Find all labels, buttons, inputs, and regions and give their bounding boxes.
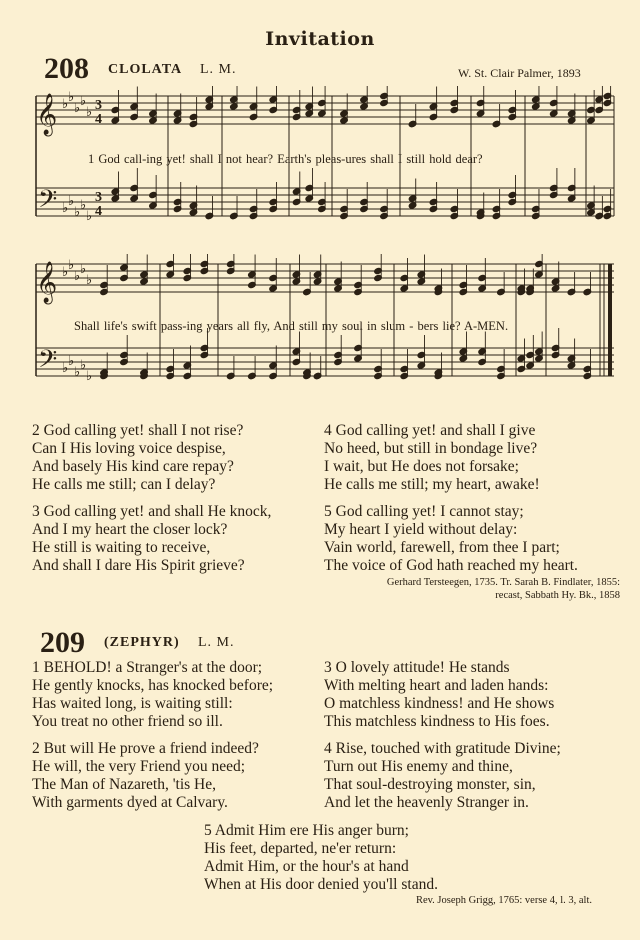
stanza-line: And I my heart the closer lock? (32, 521, 228, 538)
stanza-line: He calls me still; my heart, awake! (324, 476, 540, 493)
stanza-line: Has waited long, is waiting still: (32, 695, 233, 712)
stanza-line: When at His door denied you'll stand. (204, 876, 438, 893)
hymn-209-stanza-3 (324, 659, 554, 731)
stanza-line: 2 But will He prove a friend indeed? (32, 740, 259, 757)
stanza-line: No heed, but still in bondage live? (324, 440, 538, 457)
svg-text:♭: ♭ (74, 101, 81, 116)
stanza-line: Admit Him, or the hour's at hand (204, 858, 409, 875)
svg-text:♭: ♭ (68, 354, 75, 369)
svg-text:♭: ♭ (80, 94, 87, 109)
stanza-line: He calls me still; can I delay? (32, 476, 216, 493)
svg-text:♭: ♭ (80, 358, 87, 373)
svg-text:4: 4 (95, 204, 102, 219)
svg-text:♭: ♭ (62, 361, 69, 376)
stanza-line: This matchless kindness to His foes. (324, 713, 550, 730)
credit-line: Gerhard Tersteegen, 1735. Tr. Sarah B. Findlater, 1855: (386, 577, 620, 588)
stanza-line: And basely His kind care repay? (32, 458, 234, 475)
stanza-line: 1 BEHOLD! a Stranger's at the door; (32, 659, 263, 676)
svg-text:♭: ♭ (62, 201, 69, 216)
bass-clef-icon: 𝄢 (38, 345, 58, 380)
hymn-208-stanza-2 (32, 422, 243, 494)
hymn-209-stanza-4 (324, 740, 561, 812)
hymn-208-meter: L. M. (200, 62, 237, 77)
svg-text:♭: ♭ (68, 90, 75, 105)
treble-clef-icon: 𝄞 (36, 94, 58, 135)
treble-clef-icon: 𝄞 (36, 262, 58, 303)
stanza-line: 2 God calling yet! shall I not rise? (32, 422, 244, 439)
stanza-line: He still is waiting to receive, (32, 539, 211, 556)
hymn-208-stanza-4 (324, 422, 540, 494)
hymn-208-credit (387, 576, 620, 602)
hymn-208-stanza-5 (324, 503, 578, 575)
section-title: Invitation (265, 28, 375, 50)
stanza-line: Vain world, farewell, from thee I part; (324, 539, 560, 556)
stanza-line: And shall I dare His Spirit grieve? (32, 557, 245, 574)
svg-text:♭: ♭ (86, 273, 93, 288)
stanza-line: He gently knocks, has knocked before; (32, 677, 274, 694)
stanza-line: O matchless kindness! and He shows (324, 695, 555, 712)
hymn-208-composer: W. St. Clair Palmer, 1893 (458, 66, 581, 80)
svg-text:♭: ♭ (80, 198, 87, 213)
stanza-line: 3 O lovely attitude! He stands (324, 659, 510, 676)
svg-text:3: 3 (95, 98, 102, 113)
stanza-line: Turn out His enemy and thine, (324, 758, 513, 775)
credit-line: recast, Sabbath Hy. Bk., 1858 (495, 590, 620, 601)
stanza-line: Can I His loving voice despise, (32, 440, 226, 457)
hymn-208-lyrics-line-1: 1 God call-ing yet! shall I not hear? Earth's pleas-ures shall I still hold dear? (88, 152, 483, 166)
hymn-209-tune: (ZEPHYR) (104, 635, 180, 650)
svg-text:♭: ♭ (86, 369, 93, 384)
hymn-209-stanza-5 (204, 822, 438, 894)
stanza-line: With garments dyed at Calvary. (32, 794, 228, 811)
svg-text:♭: ♭ (62, 97, 69, 112)
svg-text:♭: ♭ (74, 365, 81, 380)
hymn-209-meter: L. M. (198, 635, 235, 650)
hymn-208-tune: CLOLATA (108, 62, 183, 77)
svg-text:♭: ♭ (74, 205, 81, 220)
hymn-208-stanza-3 (32, 503, 271, 575)
stanza-line: 4 God calling yet! and shall I give (324, 422, 536, 439)
svg-text:4: 4 (95, 112, 102, 127)
stanza-line: He will, the very Friend you need; (32, 758, 246, 775)
stanza-line: I wait, but He does not forsake; (324, 458, 519, 475)
svg-text:♭: ♭ (86, 105, 93, 120)
hymn-209-stanza-1 (32, 659, 273, 731)
stanza-line: His feet, departed, ne'er return: (204, 840, 397, 857)
stanza-line: The voice of God hath reached my heart. (324, 557, 578, 574)
stanza-line: 5 Admit Him ere His anger burn; (204, 822, 409, 839)
stanza-line: That soul-destroying monster, sin, (324, 776, 536, 793)
svg-text:3: 3 (95, 190, 102, 205)
svg-text:♭: ♭ (74, 269, 81, 284)
hymn-209-stanza-2 (32, 740, 259, 812)
stanza-line: 3 God calling yet! and shall He knock, (32, 503, 272, 520)
stanza-line: 5 God calling yet! I cannot stay; (324, 503, 524, 520)
svg-text:♭: ♭ (86, 209, 93, 224)
svg-text:♭: ♭ (62, 265, 69, 280)
hymn-208-lyrics-line-2: Shall life's swift pass-ing years all fly, And still my soul in slum - bers lie? A-MEN. (74, 319, 509, 333)
svg-text:♭: ♭ (68, 194, 75, 209)
hymn-209-number: 209 (40, 626, 85, 659)
bass-clef-icon: 𝄢 (38, 185, 58, 220)
svg-text:♭: ♭ (80, 262, 87, 277)
stanza-line: With melting heart and laden hands: (324, 677, 549, 694)
stanza-line: 4 Rise, touched with gratitude Divine; (324, 740, 561, 757)
stanza-line: You treat no other friend so ill. (32, 713, 223, 730)
hymn-208-number: 208 (44, 52, 89, 85)
hymn-209-credit: Rev. Joseph Grigg, 1765: verse 4, l. 3, alt. (415, 895, 592, 906)
stanza-line: The Man of Nazareth, 'tis He, (32, 776, 216, 793)
stanza-line: And let the heavenly Stranger in. (324, 794, 529, 811)
stanza-line: My heart I yield without delay: (324, 521, 518, 538)
svg-text:♭: ♭ (68, 258, 75, 273)
final-double-barline (604, 264, 612, 376)
